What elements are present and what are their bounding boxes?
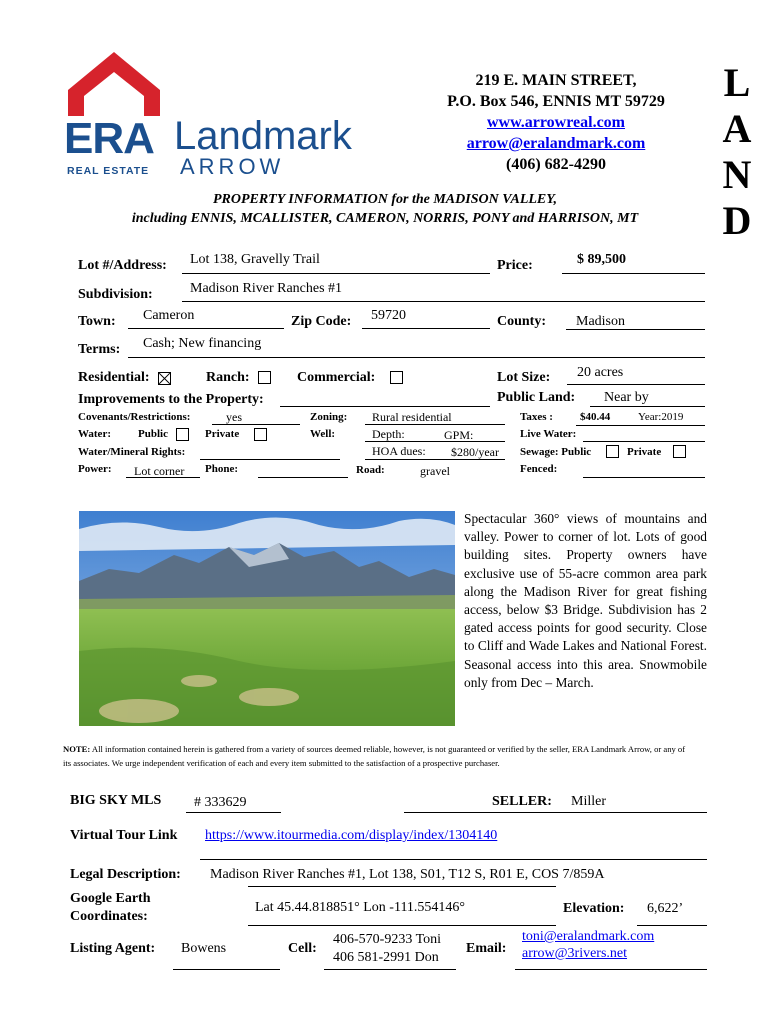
- header-website-link[interactable]: www.arrowreal.com: [486, 114, 626, 131]
- email-link-2[interactable]: arrow@3rivers.net: [522, 946, 628, 961]
- subdivision-value: Madison River Ranches #1: [190, 281, 343, 296]
- coords-value: Lat 45.44.818851° Lon -111.554146°: [255, 900, 466, 915]
- cell-1: 406-570-9233 Toni: [333, 932, 442, 947]
- zoning-label: Zoning:: [310, 411, 348, 423]
- well-label: Well:: [310, 428, 336, 440]
- logo-era-text: ERA: [64, 114, 154, 163]
- power-value: Lot corner: [134, 464, 185, 478]
- residential-label: Residential:: [78, 370, 150, 385]
- email-underline: [515, 969, 707, 970]
- town-underline: [128, 328, 284, 329]
- hoa-underline: [365, 459, 505, 460]
- elevation-underline: [637, 925, 707, 926]
- note-label: NOTE:: [63, 744, 91, 754]
- lot-label: Lot #/Address:: [78, 258, 167, 273]
- public-land-underline: [590, 406, 705, 407]
- email-label: Email:: [466, 941, 507, 956]
- subdivision-underline: [182, 301, 705, 302]
- power-label: Power:: [78, 463, 112, 475]
- mls-value: # 333629: [194, 795, 247, 810]
- zip-underline: [362, 328, 490, 329]
- tour-label: Virtual Tour Link: [70, 828, 178, 843]
- water-mineral-label: Water/Mineral Rights:: [78, 446, 186, 458]
- legal-label: Legal Description:: [70, 867, 181, 882]
- ranch-label: Ranch:: [206, 370, 250, 385]
- covenants-underline: [212, 424, 300, 425]
- price-label: Price:: [497, 258, 533, 273]
- zip-value: 59720: [371, 308, 406, 323]
- sewage-public-checkbox[interactable]: [606, 445, 619, 458]
- zoning-underline: [365, 424, 505, 425]
- mls-label: BIG SKY MLS: [70, 793, 162, 808]
- sewage-label: Sewage: Public: [520, 446, 592, 458]
- mls-underline: [186, 812, 281, 813]
- legal-underline: [248, 886, 556, 887]
- title-line-1: PROPERTY INFORMATION for the MADISON VALLEY,: [212, 192, 558, 207]
- seller-value: Miller: [571, 794, 606, 809]
- county-value: Madison: [576, 314, 625, 329]
- legal-value: Madison River Ranches #1, Lot 138, S01, T12 S, R01 E, COS 7/859A: [210, 867, 605, 882]
- covenants-value: yes: [226, 410, 242, 424]
- residential-checkbox[interactable]: [158, 372, 171, 385]
- seller-label: SELLER:: [492, 794, 552, 809]
- phone-underline: [258, 477, 348, 478]
- phone-label: Phone:: [205, 463, 238, 475]
- road-value: gravel: [420, 464, 450, 478]
- logo-real-estate-text: REAL ESTATE: [67, 165, 150, 177]
- header-street: 219 E. MAIN STREET,: [475, 72, 637, 89]
- coords-underline: [248, 925, 556, 926]
- fenced-underline: [583, 477, 705, 478]
- terms-underline: [128, 357, 705, 358]
- cell-label: Cell:: [288, 941, 317, 956]
- land-side-label: LAND: [722, 60, 752, 243]
- public-land-label: Public Land:: [497, 390, 576, 405]
- tour-underline: [200, 859, 707, 860]
- taxes-underline: [576, 425, 705, 426]
- live-water-underline: [583, 441, 705, 442]
- lot-size-underline: [567, 384, 705, 385]
- logo-landmark-text: Landmark: [174, 114, 352, 158]
- water-private-label: Private: [205, 428, 240, 440]
- power-underline: [126, 477, 200, 478]
- elevation-value: 6,622’: [647, 901, 684, 916]
- agent-underline: [173, 969, 280, 970]
- sewage-private-label: Private: [627, 446, 662, 458]
- header-pobox: P.O. Box 546, ENNIS MT 59729: [447, 93, 665, 110]
- header-email-link[interactable]: arrow@eralandmark.com: [466, 135, 646, 152]
- water-public-checkbox[interactable]: [176, 428, 189, 441]
- email-link-1[interactable]: toni@eralandmark.com: [522, 929, 655, 944]
- public-land-value: Near by: [604, 390, 649, 405]
- lot-underline: [182, 273, 490, 274]
- tour-link[interactable]: https://www.itourmedia.com/display/index/1304140: [205, 828, 498, 843]
- price-underline: [562, 273, 705, 274]
- lot-size-label: Lot Size:: [497, 370, 551, 385]
- taxes-value: $40.44: [580, 411, 611, 423]
- property-photo: [79, 511, 455, 726]
- coordinates-label: Coordinates:: [70, 909, 148, 924]
- seller-underline: [404, 812, 707, 813]
- improvements-label: Improvements to the Property:: [78, 392, 264, 407]
- water-mineral-underline: [200, 459, 340, 460]
- hoa-label: HOA dues:: [372, 444, 426, 458]
- house-roof-icon: [64, 48, 164, 118]
- fenced-label: Fenced:: [520, 463, 558, 475]
- town-value: Cameron: [143, 308, 195, 323]
- disclaimer-note: [63, 742, 693, 770]
- agent-value: Bowens: [181, 941, 227, 956]
- commercial-label: Commercial:: [297, 370, 376, 385]
- agent-label: Listing Agent:: [70, 941, 156, 956]
- elevation-label: Elevation:: [563, 901, 625, 916]
- note-text: All information contained herein is gathered from a variety of sources deemed reliable, however, is not guaranteed or verified by the seller, ERA Landmark Arrow, or any of its associates. We urge independent verification of each and every item submitted to the satisfaction of a prospective purchaser.: [63, 744, 686, 768]
- subdivision-label: Subdivision:: [78, 287, 153, 302]
- improvements-underline: [280, 406, 490, 407]
- taxes-label: Taxes :: [520, 411, 553, 423]
- cell-2: 406 581-2991 Don: [333, 950, 439, 965]
- logo-arrow-text: ARROW: [180, 154, 285, 179]
- terms-label: Terms:: [78, 342, 121, 357]
- county-underline: [566, 329, 705, 330]
- water-private-checkbox[interactable]: [254, 428, 267, 441]
- road-label: Road:: [356, 464, 385, 476]
- header-phone: (406) 682-4290: [506, 156, 606, 173]
- gpm-label: GPM:: [444, 428, 474, 442]
- well-underline: [365, 441, 505, 442]
- lot-value: Lot 138, Gravelly Trail: [190, 252, 320, 267]
- cell-underline: [324, 969, 456, 970]
- live-water-label: Live Water:: [520, 428, 577, 440]
- sewage-private-checkbox[interactable]: [673, 445, 686, 458]
- water-label: Water:: [78, 428, 111, 440]
- depth-label: Depth:: [372, 427, 405, 441]
- hoa-value: $280/year: [451, 445, 499, 459]
- county-label: County:: [497, 314, 547, 329]
- zip-label: Zip Code:: [291, 314, 352, 329]
- era-landmark-logo: [60, 48, 390, 183]
- google-earth-label: Google Earth: [70, 891, 151, 906]
- water-public-label: Public: [138, 428, 168, 440]
- commercial-checkbox[interactable]: [390, 371, 403, 384]
- zoning-value: Rural residential: [372, 410, 452, 424]
- title-line-2: including ENNIS, MCALLISTER, CAMERON, NORRIS, PONY and HARRISON, MT: [131, 211, 639, 226]
- price-value: $ 89,500: [577, 252, 626, 267]
- ranch-checkbox[interactable]: [258, 371, 271, 384]
- lot-size-value: 20 acres: [577, 365, 624, 380]
- property-description: Spectacular 360° views of mountains and valley. Power to corner of lot. Lots of good building sites. Property owners have exclusive use of 55-acre common area park along the Madison River for great fishing access, below $3 Bridge. Subdivision has 2 gated access points for good security. Close to Cliff and Wade Lakes and National Forest. Seasonal access into this area. Snowmobile only from Dec – March.: [464, 511, 707, 690]
- taxes-year: Year:2019: [638, 411, 684, 423]
- terms-value: Cash; New financing: [143, 336, 262, 351]
- town-label: Town:: [78, 314, 116, 329]
- covenants-label: Covenants/Restrictions:: [78, 411, 191, 423]
